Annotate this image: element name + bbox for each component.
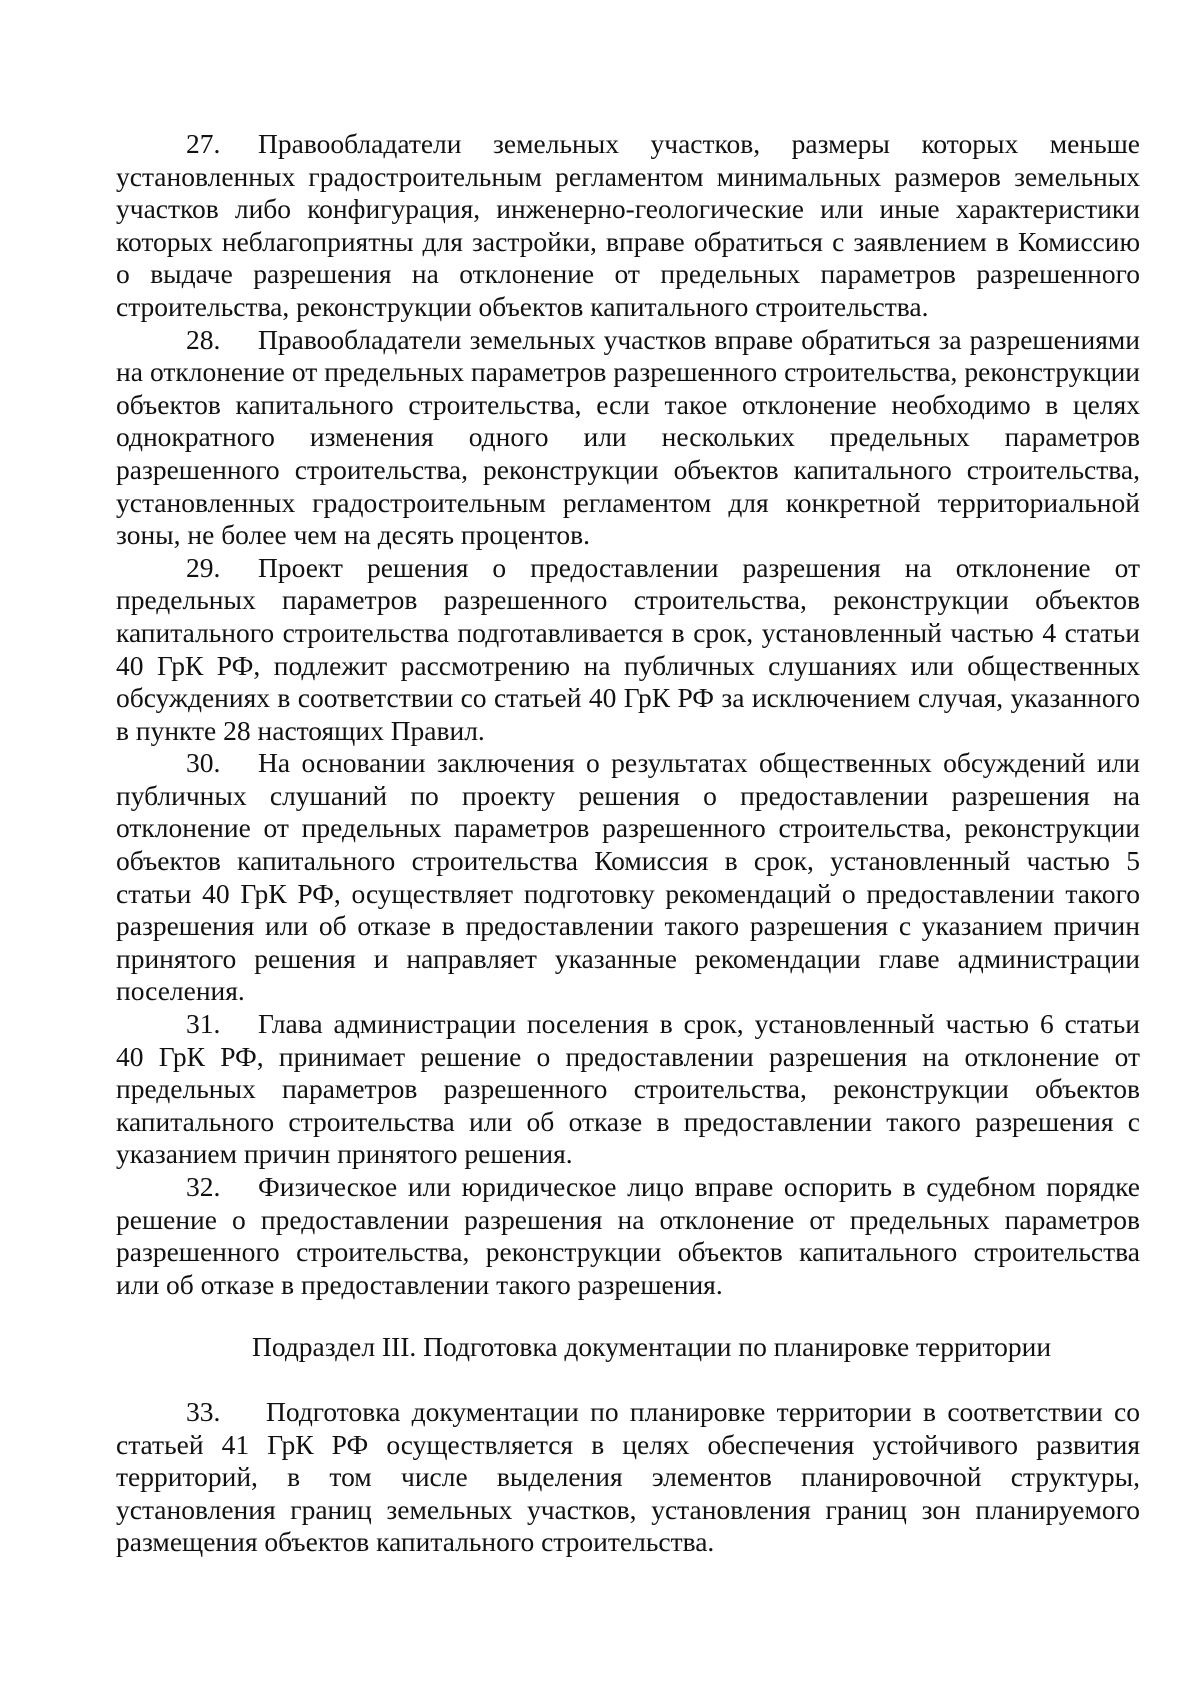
paragraph-text: Подготовка документации по планировке территории в соответствии со статьей 41 ГрК РФ осуществляется в целях обеспечения устойчивого развития территорий, в том числе выделения элементов планировочной структуры, установления границ земельных участков, установления границ зон планируемого размещения объектов капитального строительства. [116, 1395, 1140, 1558]
paragraph-number: 27. [186, 128, 221, 159]
paragraph-31 [116, 1008, 1140, 1171]
paragraph-27 [116, 128, 1140, 324]
paragraph-text: Физическое или юридическое лицо вправе оспорить в судебном порядке решение о предоставлении разрешения на отклонение от предельных параметров разрешенного строительства, реконструкции объектов капитального строительства или об отказе в предоставлении такого разрешения. [116, 1171, 1140, 1300]
paragraph-28 [116, 324, 1140, 552]
paragraph-number: 33. [186, 1395, 221, 1427]
paragraph-text: Правообладатели земельных участков, размеры которых меньше установленных градостроительным регламентом минимальных размеров земельных участков либо конфигурация, инженерно-геологические или иные характеристики которых неблагоприятны для застройки, вправе обратиться с заявлением в Комиссию о выдаче разрешения на отклонение от предельных параметров разрешенного строительства, реконструкции объектов капитального строительства. [116, 128, 1140, 322]
paragraph-29 [116, 552, 1140, 748]
paragraph-30 [116, 747, 1140, 1008]
paragraph-number: 28. [186, 323, 221, 355]
paragraph-text: Глава администрации поселения в срок, установленный частью 6 статьи 40 ГрК РФ, принимает решение о предоставлении разрешения на отклонение от предельных параметров разрешенного строительства, реконструкции объектов капитального строительства или об отказе в предоставлении такого разрешения с указанием причин принятого решения. [116, 1008, 1140, 1170]
paragraph-number: 32. [186, 1171, 221, 1202]
paragraph-text: На основании заключения о результатах общественных обсуждений или публичных слушаний по проекту решения о предоставлении разрешения на отклонение от предельных параметров разрешенного строительства, реконструкции объектов капитального строительства Комиссия в срок, установленный частью 5 статьи 40 ГрК РФ, осуществляет подготовку рекомендаций о предоставлении такого разрешения или об отказе в предоставлении такого разрешения с указанием причин принятого решения и направляет указанные рекомендации главе администрации поселения. [116, 747, 1140, 1007]
paragraph-number: 31. [186, 1008, 221, 1040]
paragraph-32 [116, 1171, 1140, 1301]
paragraph-number: 29. [186, 551, 221, 583]
paragraph-33 [116, 1396, 1140, 1559]
paragraph-number: 30. [186, 747, 221, 779]
subsection-title: Подраздел III. Подготовка документации по планировке территории [252, 1331, 1052, 1363]
paragraph-text: Проект решения о предоставлении разрешения на отклонение от предельных параметров разрешенного строительства, реконструкции объектов капитального строительства подготавливается в срок, установленный частью 4 статьи 40 ГрК РФ, подлежит рассмотрению на публичных слушаниях или общественных обсуждениях в соответствии со статьей 40 ГрК РФ за исключением случая, указанного в пункте 28 настоящих Правил. [116, 551, 1140, 746]
paragraph-text: Правообладатели земельных участков вправе обратиться за разрешениями на отклонение от предельных параметров разрешенного строительства, реконструкции объектов капитального строительства, если такое отклонение необходимо в целях однократного изменения одного или нескольких предельных параметров разрешенного строительства, реконструкции объектов капитального строительства, установленных градостроительным регламентом для конкретной территориальной зоны, не более чем на десять процентов. [116, 323, 1140, 551]
